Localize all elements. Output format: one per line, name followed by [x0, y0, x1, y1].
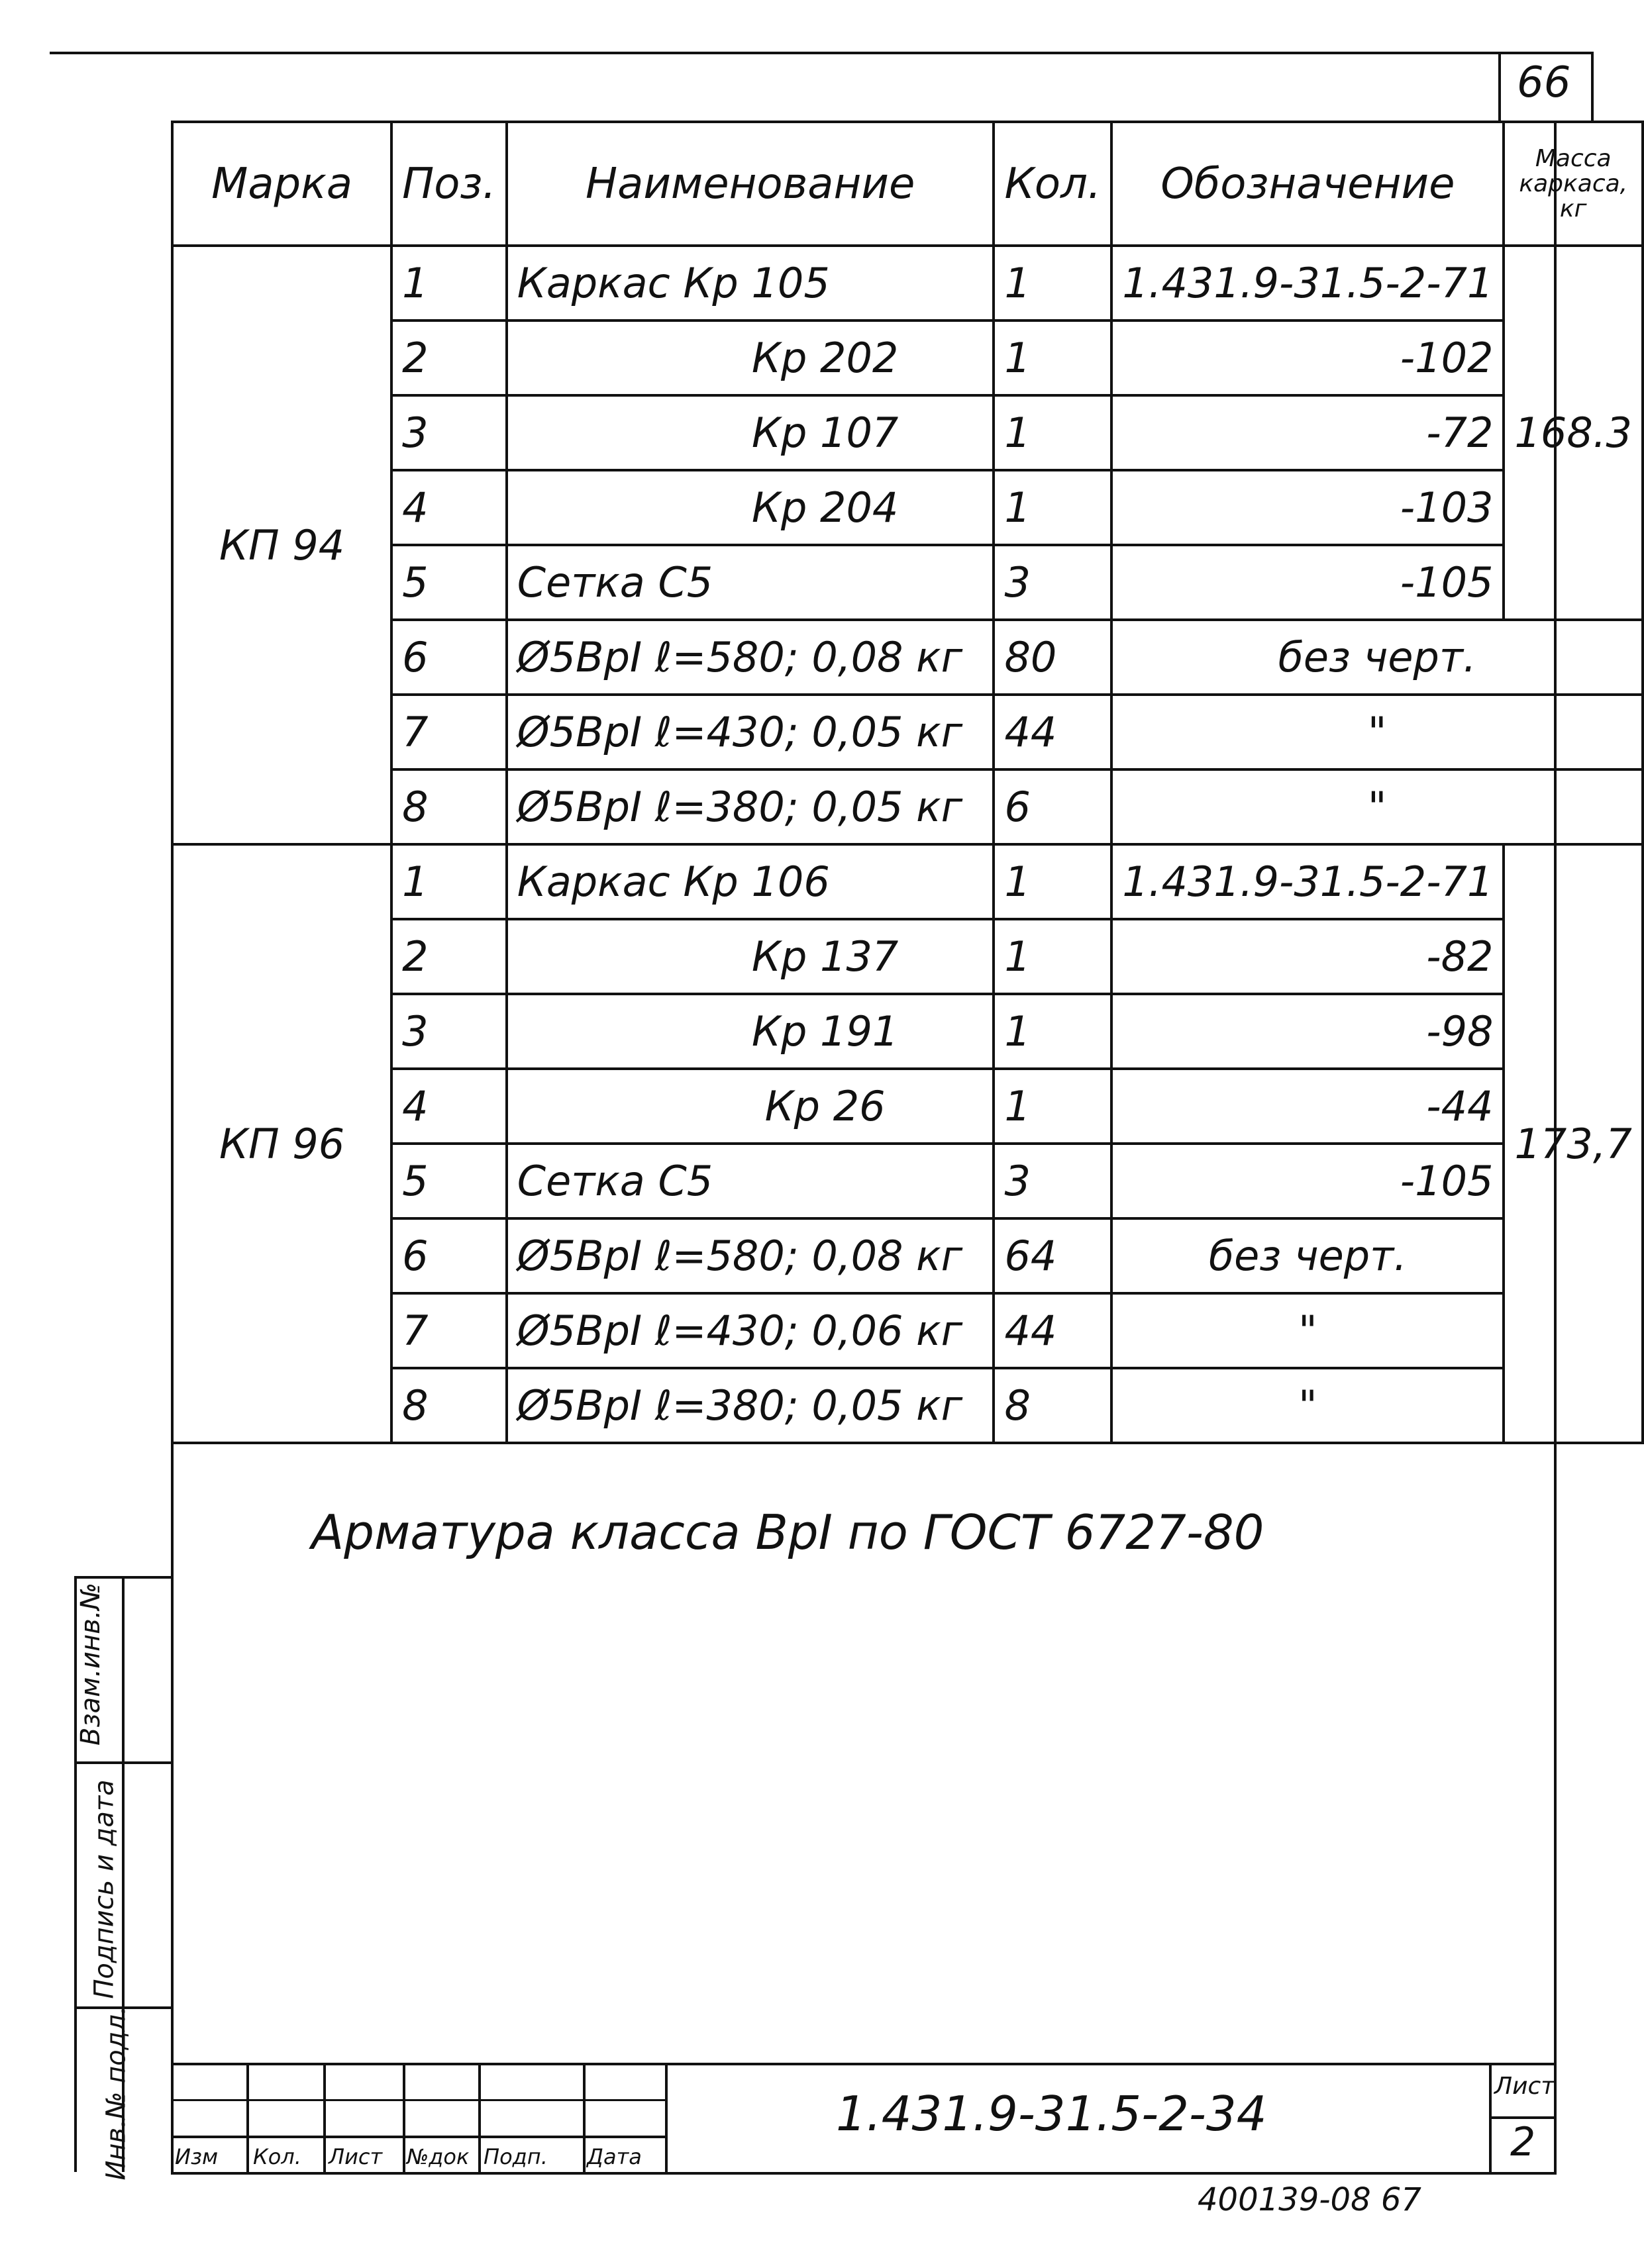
row-name: Сетка С5: [507, 545, 994, 620]
header-mass-line3: кг: [1559, 195, 1587, 222]
row-designation: -103: [1111, 470, 1504, 545]
row-name: Кр 191: [507, 994, 994, 1069]
header-qty: Кол.: [994, 122, 1111, 246]
row-pos: 5: [391, 1144, 507, 1218]
row-pos: 7: [391, 1293, 507, 1368]
row-qty: 1: [994, 919, 1111, 994]
header-mass-line1: Масса: [1535, 144, 1612, 172]
title-col-list: Лист: [329, 2144, 383, 2169]
row-qty: 1: [994, 994, 1111, 1069]
row-name: Каркас Кр 105: [507, 246, 994, 320]
side-stamp-replaces-inv: Взам.инв.№: [76, 1582, 107, 1746]
row-qty: 44: [994, 1293, 1111, 1368]
row-name: Кр 107: [507, 395, 994, 470]
title-col-kol: Кол.: [253, 2144, 301, 2169]
title-col-ndok: №док: [407, 2144, 470, 2169]
row-designation: ": [1111, 1293, 1504, 1368]
row-name: Кр 26: [507, 1069, 994, 1144]
title-block-row-line1: [171, 2099, 666, 2101]
table-row: [172, 545, 1643, 620]
table-row: [172, 769, 1643, 844]
row-pos: 4: [391, 470, 507, 545]
row-name: Каркас Кр 106: [507, 844, 994, 919]
row-qty: 1: [994, 246, 1111, 320]
row-pos: 6: [391, 620, 507, 695]
title-col-podp: Подп.: [484, 2144, 548, 2169]
row-name: Кр 204: [507, 470, 994, 545]
title-block-col3: [403, 2063, 405, 2172]
row-designation: -72: [1111, 395, 1504, 470]
archive-number: 400139-08 67: [1198, 2181, 1421, 2218]
row-name: Ø5ВрI ℓ=430; 0,06 кг: [507, 1293, 994, 1368]
note-text: Арматура класса ВрI по ГОСТ 6727-80: [311, 1504, 1264, 1560]
row-pos: 2: [391, 919, 507, 994]
row-pos: 8: [391, 1368, 507, 1443]
title-sheet-number: 2: [1510, 2119, 1536, 2165]
title-block-row-line2: [171, 2136, 666, 2138]
specification-table: [171, 121, 1644, 1444]
table-row: [172, 1218, 1643, 1293]
title-block-top: [171, 2063, 1557, 2065]
row-name: Ø5ВрI ℓ=430; 0,05 кг: [507, 695, 994, 769]
row-pos: 8: [391, 769, 507, 844]
sheet-top-number: 66: [1517, 58, 1571, 107]
table-row: [172, 470, 1643, 545]
title-block-col2: [323, 2063, 326, 2172]
table-row: [172, 395, 1643, 470]
row-designation: 1.431.9-31.5-2-71: [1111, 844, 1504, 919]
frame-bottom: [171, 2172, 1557, 2175]
row-designation: -102: [1111, 320, 1504, 395]
row-designation: -98: [1111, 994, 1504, 1069]
table-row: [172, 1368, 1643, 1443]
row-qty: 1: [994, 844, 1111, 919]
side-stamp-signature-date: Подпись и дата: [89, 1779, 120, 1999]
row-name: Ø5ВрI ℓ=580; 0,08 кг: [507, 620, 994, 695]
row-qty: 80: [994, 620, 1111, 695]
title-col-data: Дата: [587, 2144, 642, 2169]
row-designation: ": [1111, 769, 1643, 844]
row-designation: без черт.: [1111, 620, 1643, 695]
title-doc-code: 1.431.9-31.5-2-34: [836, 2086, 1267, 2142]
table-row: [172, 320, 1643, 395]
row-designation: -44: [1111, 1069, 1504, 1144]
row-designation: 1.431.9-31.5-2-71: [1111, 246, 1504, 320]
row-name: Ø5ВрI ℓ=380; 0,05 кг: [507, 769, 994, 844]
row-qty: 64: [994, 1218, 1111, 1293]
table-row: [172, 844, 1643, 919]
table-header-row: [172, 122, 1643, 246]
row-name: Кр 137: [507, 919, 994, 994]
table-row: [172, 1293, 1643, 1368]
row-name: Ø5ВрI ℓ=580; 0,08 кг: [507, 1218, 994, 1293]
row-name: Кр 202: [507, 320, 994, 395]
table-row: [172, 919, 1643, 994]
row-name: Ø5ВрI ℓ=380; 0,05 кг: [507, 1368, 994, 1443]
header-mark: Марка: [172, 122, 391, 246]
side-stamp-div1: [74, 1761, 171, 1764]
table-row: [172, 994, 1643, 1069]
header-designation: Обозначение: [1111, 122, 1504, 246]
group-mass: 173,7: [1504, 844, 1643, 1443]
row-qty: 1: [994, 395, 1111, 470]
row-designation: ": [1111, 695, 1643, 769]
row-pos: 1: [391, 246, 507, 320]
row-qty: 3: [994, 1144, 1111, 1218]
row-pos: 1: [391, 844, 507, 919]
row-qty: 1: [994, 1069, 1111, 1144]
sheet-box-right: [1591, 52, 1594, 122]
side-stamp-top: [74, 1576, 171, 1579]
row-designation: -105: [1111, 545, 1504, 620]
title-block-col1: [246, 2063, 249, 2172]
row-qty: 8: [994, 1368, 1111, 1443]
row-designation: без черт.: [1111, 1218, 1504, 1293]
group-mark: КП 96: [172, 844, 391, 1443]
title-block-col5: [583, 2063, 586, 2172]
row-pos: 7: [391, 695, 507, 769]
table-row: [172, 695, 1643, 769]
row-pos: 3: [391, 395, 507, 470]
side-stamp-inv-no: Инв.№ подл.: [101, 2006, 132, 2181]
header-mass: [1504, 122, 1643, 246]
row-pos: 2: [391, 320, 507, 395]
row-qty: 44: [994, 695, 1111, 769]
table-row: [172, 1144, 1643, 1218]
header-mass-line2: каркаса,: [1519, 170, 1628, 197]
row-qty: 1: [994, 470, 1111, 545]
table-row: [172, 620, 1643, 695]
row-qty: 3: [994, 545, 1111, 620]
row-designation: ": [1111, 1368, 1504, 1443]
row-designation: -105: [1111, 1144, 1504, 1218]
table-row: [172, 1069, 1643, 1144]
group-mark: КП 94: [172, 246, 391, 844]
header-pos: Поз.: [391, 122, 507, 246]
row-pos: 5: [391, 545, 507, 620]
row-qty: 1: [994, 320, 1111, 395]
header-name: Наименование: [507, 122, 994, 246]
title-sheet-label: Лист: [1494, 2073, 1555, 2100]
group-mass: 168.3: [1504, 246, 1643, 620]
row-name: Сетка С5: [507, 1144, 994, 1218]
top-rule: [50, 52, 1593, 54]
row-qty: 6: [994, 769, 1111, 844]
table-row: [172, 246, 1643, 320]
title-block-col4: [478, 2063, 481, 2172]
row-pos: 6: [391, 1218, 507, 1293]
title-col-izm: Изм: [175, 2144, 219, 2169]
row-pos: 3: [391, 994, 507, 1069]
title-block-col6: [665, 2063, 668, 2172]
row-designation: -82: [1111, 919, 1504, 994]
row-pos: 4: [391, 1069, 507, 1144]
sheet-box-left: [1498, 52, 1501, 122]
